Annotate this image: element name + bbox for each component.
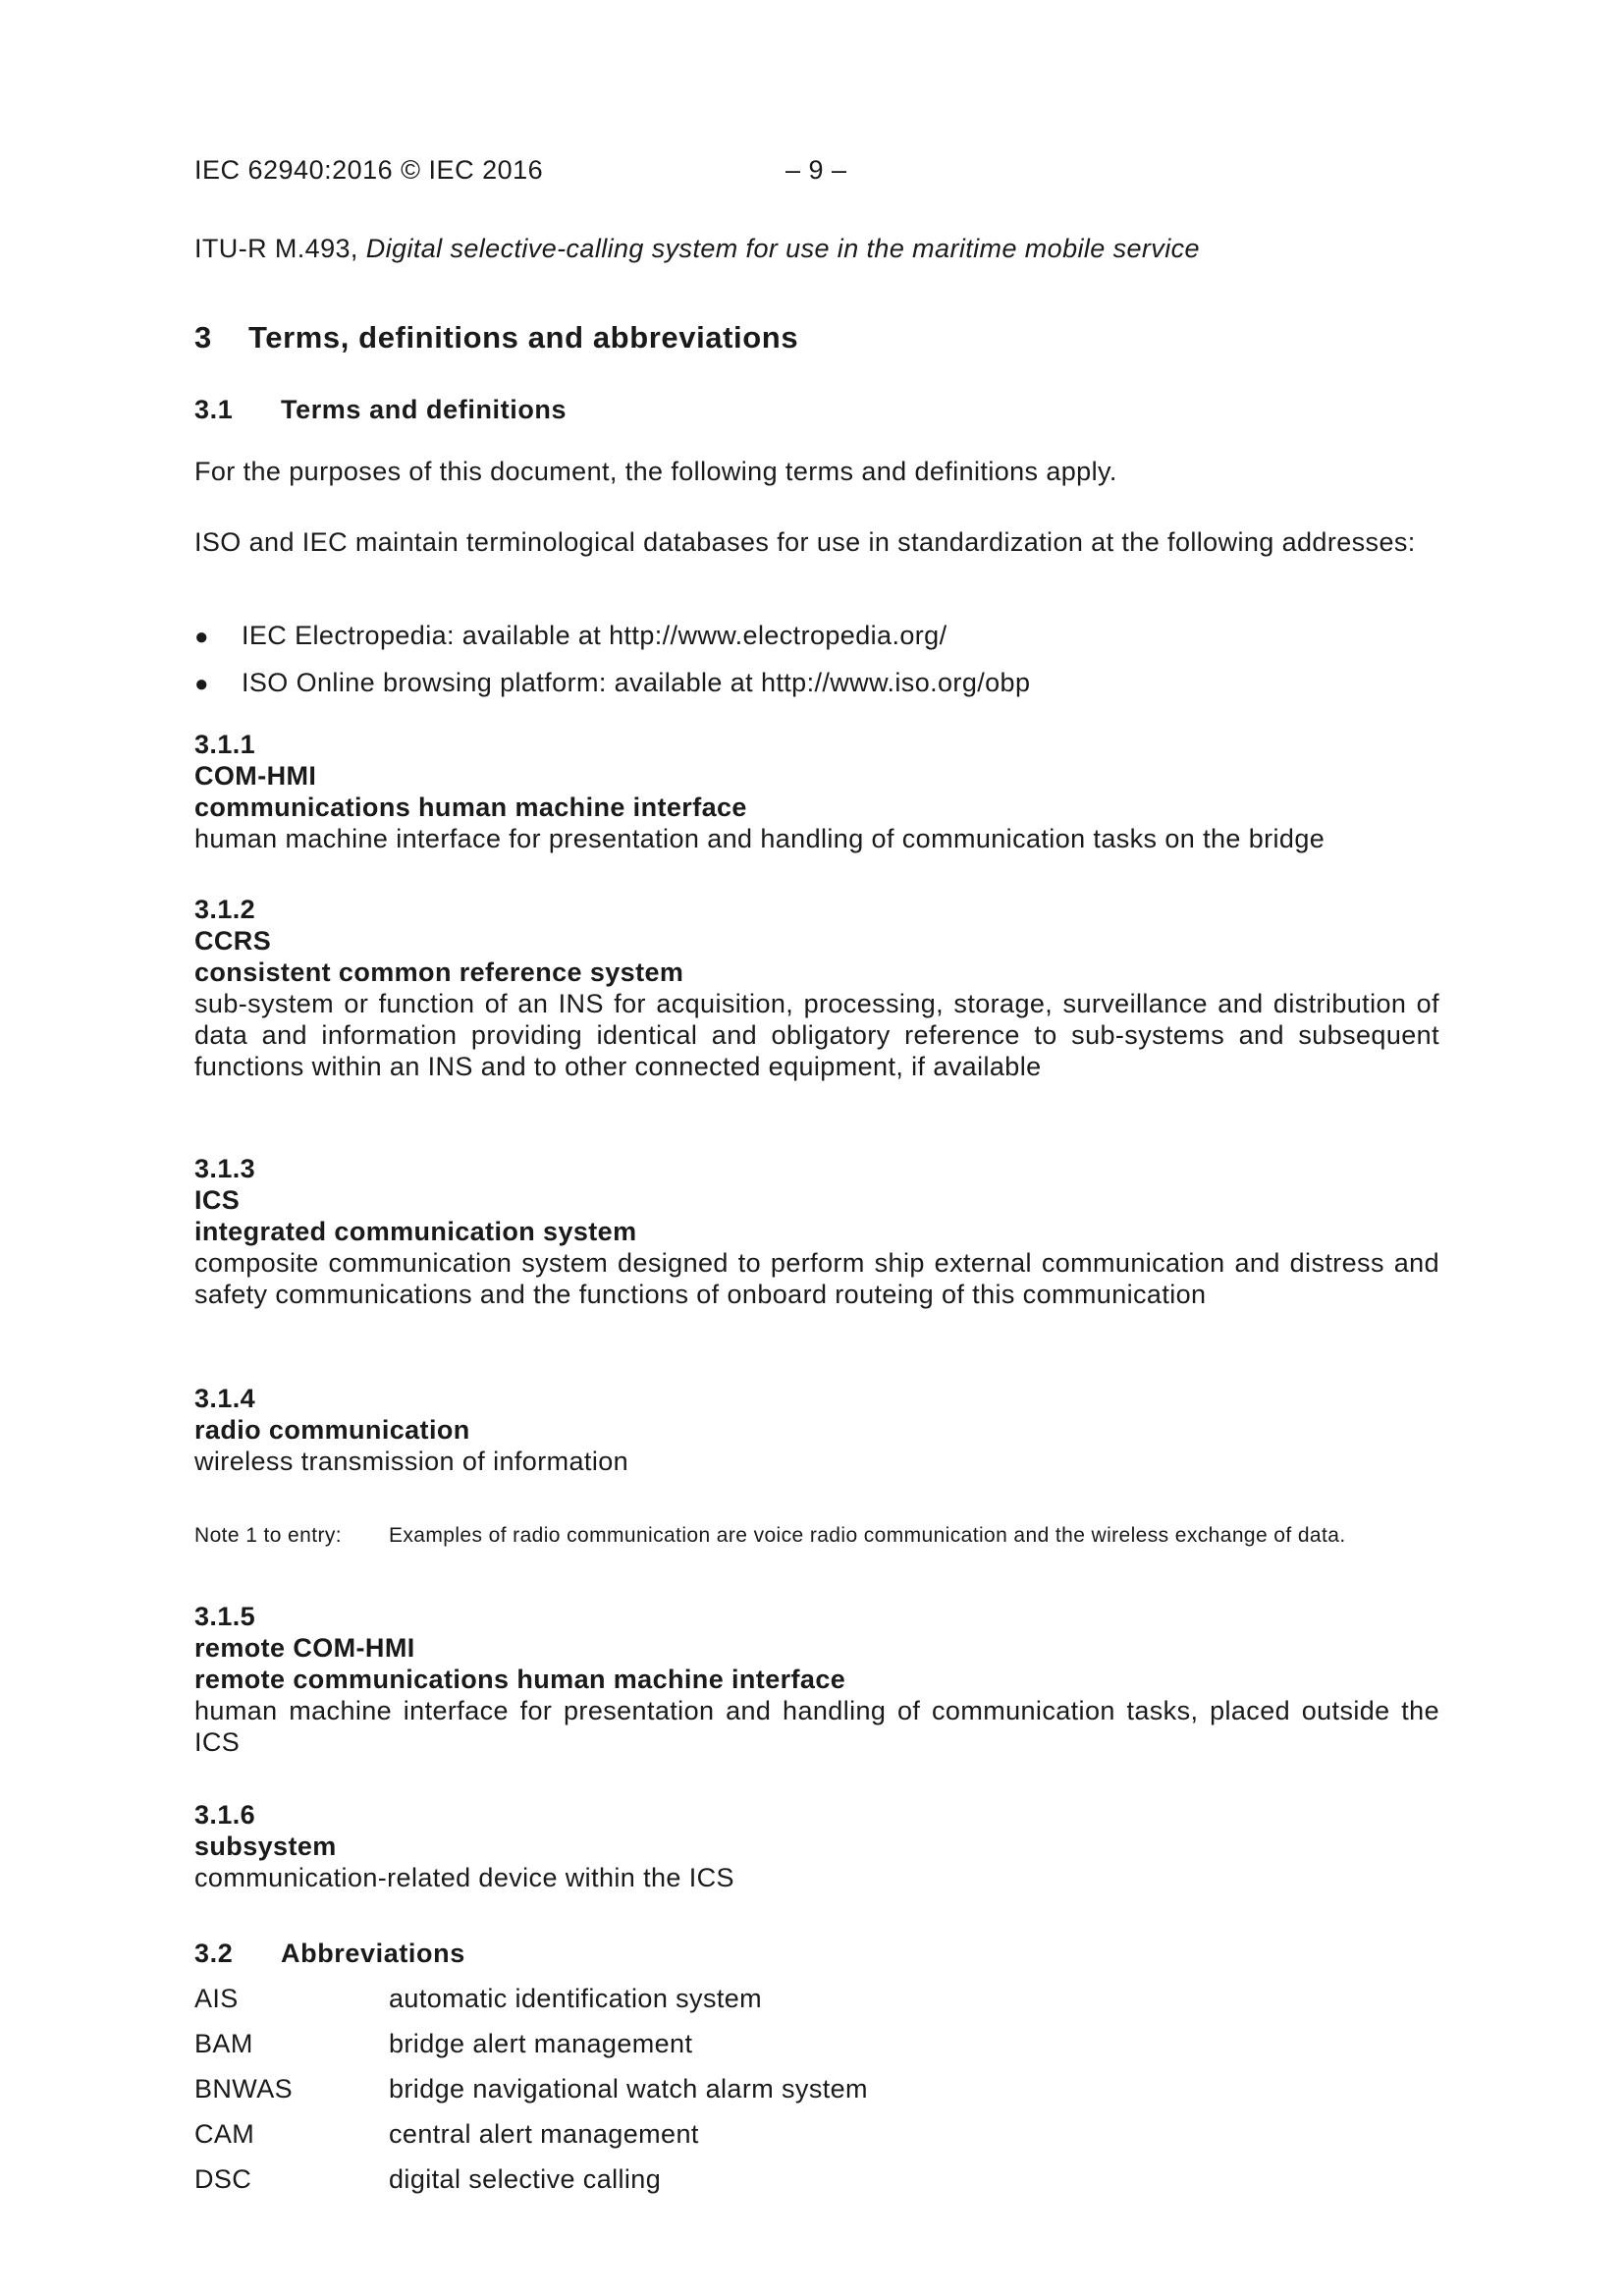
term-full-name: consistent common reference system	[194, 957, 684, 987]
abbreviation-code: DSC	[194, 2164, 252, 2194]
term-name: ICS	[194, 1185, 241, 1215]
abbreviation-code: BAM	[194, 2029, 253, 2058]
term-number: 3.1.3	[194, 1154, 256, 1183]
section-title: Terms, definitions and abbreviations	[248, 320, 799, 355]
abbreviation-code: CAM	[194, 2119, 255, 2149]
note-label: Note 1 to entry:	[194, 1524, 342, 1547]
term-full-name: communications human machine interface	[194, 793, 747, 822]
abbreviation-code: BNWAS	[194, 2074, 294, 2104]
term-number: 3.1.1	[194, 730, 256, 759]
section-3-2-heading	[194, 1939, 465, 1969]
subsection-title: Abbreviations	[281, 1939, 465, 1968]
term-entry	[194, 894, 1439, 1082]
subsection-title: Terms and definitions	[281, 395, 568, 424]
abbreviation-meaning: central alert management	[389, 2119, 699, 2149]
term-entry	[194, 1601, 1439, 1758]
reference-code: ITU-R M.493,	[194, 234, 366, 263]
abbreviation-row	[194, 2074, 868, 2105]
abbreviation-meaning: bridge navigational watch alarm system	[389, 2074, 868, 2104]
intro-paragraph: For the purposes of this document, the following terms and definitions apply.	[194, 457, 1117, 486]
bullet-text: IEC Electropedia: available at http://www.electropedia.org/	[242, 621, 947, 650]
term-definition: wireless transmission of information	[194, 1447, 629, 1476]
bullet-item	[194, 621, 947, 651]
abbreviation-row	[194, 2164, 661, 2195]
reference-title: Digital selective-calling system for use in the maritime mobile service	[365, 234, 1200, 263]
term-definition: communication-related device within the ICS	[194, 1863, 734, 1892]
term-number: 3.1.4	[194, 1384, 256, 1413]
subsection-number: 3.2	[194, 1939, 234, 1968]
standard-id: IEC 62940:2016 © IEC 2016	[194, 155, 544, 185]
term-number: 3.1.5	[194, 1602, 256, 1631]
section-3-1-heading	[194, 395, 567, 425]
term-definition: sub-system or function of an INS for acquisition, processing, storage, surveillance and distribution of data and information providing identical and obligatory reference to sub-systems and subsequent functions within an INS and to other connected equipment, if available	[194, 989, 1439, 1081]
note-text: Examples of radio communication are voice radio communication and the wireless exchange of data.	[389, 1524, 1346, 1547]
term-entry	[194, 1799, 1439, 1893]
term-name: CCRS	[194, 926, 272, 956]
abbreviation-row	[194, 2029, 692, 2059]
term-definition: human machine interface for presentation and handling of communication tasks on the bridge	[194, 824, 1325, 853]
bullet-icon: ●	[194, 624, 209, 650]
section-number: 3	[194, 320, 212, 355]
abbreviation-row	[194, 2119, 699, 2150]
term-number: 3.1.2	[194, 895, 256, 924]
abbreviation-meaning: bridge alert management	[389, 2029, 693, 2058]
iso-iec-paragraph: ISO and IEC maintain terminological databases for use in standardization at the following addresses:	[194, 527, 1416, 557]
term-name: COM-HMI	[194, 761, 317, 791]
bullet-item	[194, 668, 1030, 698]
term-entry	[194, 729, 1439, 854]
normative-reference	[194, 234, 1200, 264]
term-name: radio communication	[194, 1415, 470, 1445]
page-number: – 9 –	[785, 155, 847, 185]
note-to-entry	[194, 1523, 1439, 1549]
section-3-heading	[194, 320, 798, 355]
abbreviation-row	[194, 1984, 762, 2014]
term-entry	[194, 1153, 1439, 1310]
term-number: 3.1.6	[194, 1800, 256, 1830]
term-definition: composite communication system designed to perform ship external communication and distress and safety communications and the functions of onboard routeing of this communication	[194, 1248, 1439, 1309]
abbreviation-meaning: automatic identification system	[389, 1984, 763, 2013]
page-header	[194, 155, 1439, 191]
abbreviation-meaning: digital selective calling	[389, 2164, 662, 2194]
term-full-name: remote communications human machine interface	[194, 1665, 846, 1694]
term-definition: human machine interface for presentation and handling of communication tasks, placed outside the ICS	[194, 1696, 1439, 1757]
term-name: subsystem	[194, 1831, 337, 1861]
bullet-text: ISO Online browsing platform: available at http://www.iso.org/obp	[242, 668, 1031, 697]
subsection-number: 3.1	[194, 395, 234, 424]
bullet-icon: ●	[194, 671, 209, 697]
term-name: remote COM-HMI	[194, 1633, 415, 1663]
term-full-name: integrated communication system	[194, 1217, 637, 1246]
term-entry	[194, 1383, 1439, 1477]
abbreviation-code: AIS	[194, 1984, 239, 2013]
